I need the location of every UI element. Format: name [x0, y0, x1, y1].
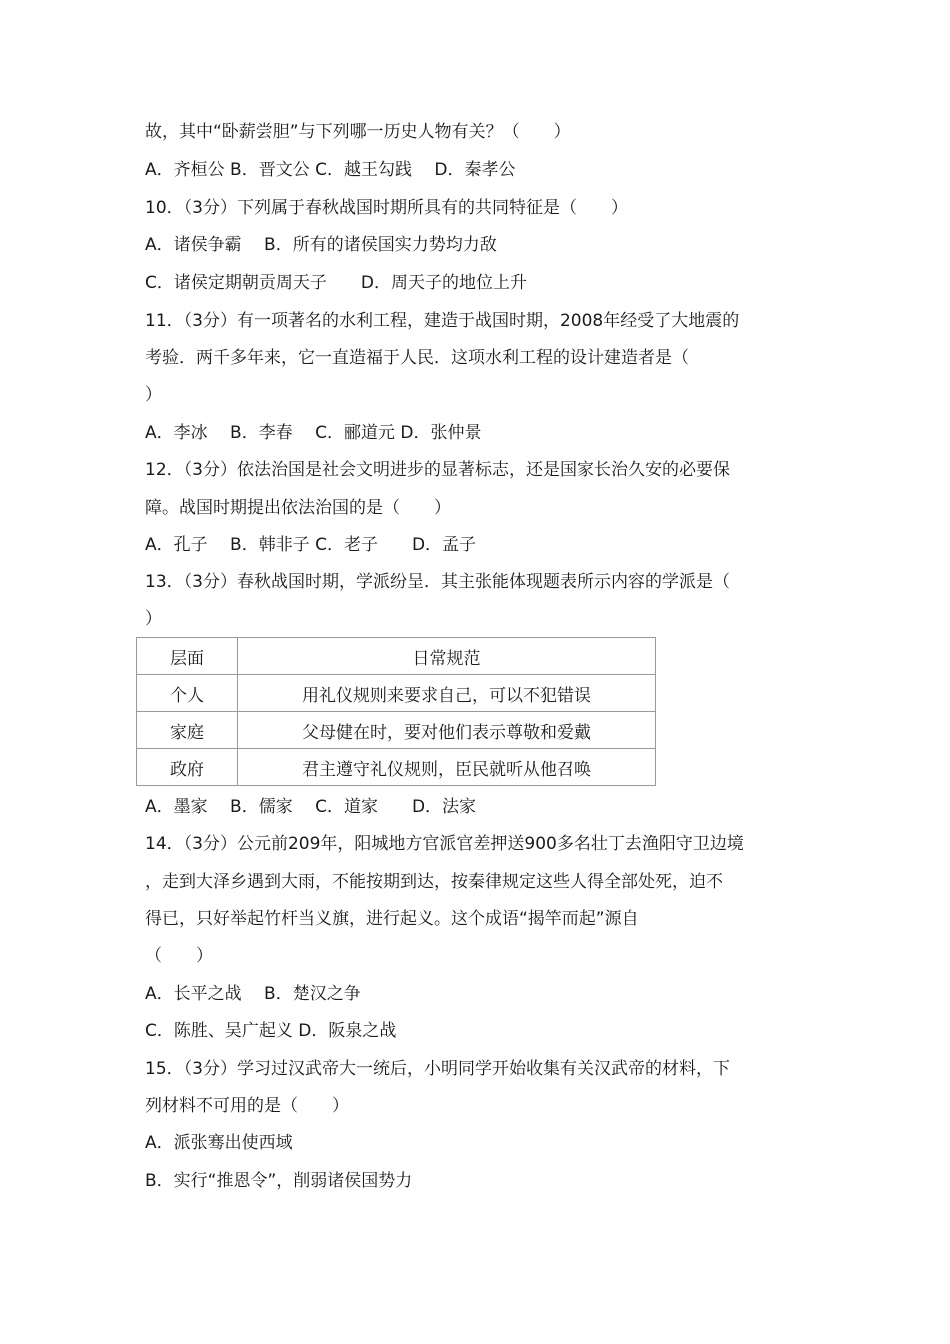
q13-options: A．墨家 B．儒家 C．道家 D．法家: [145, 797, 477, 817]
table-cell: 政府: [137, 749, 238, 786]
q15-stem-1: 15．（3分）学习过汉武帝大一统后，小明同学开始收集有关汉武帝的材料，下: [145, 1059, 730, 1079]
q10-options-cd: C．诸侯定期朝贡周天子 D．周天子的地位上升: [145, 273, 527, 293]
q15-option-b: B．实行“推恩令”，削弱诸侯国势力: [145, 1171, 413, 1191]
q14-options-cd: C．陈胜、吴广起义 D．阪泉之战: [145, 1021, 397, 1041]
q15-stem-2: 列材料不可用的是（ ）: [145, 1096, 349, 1116]
q12-stem-2: 障。战国时期提出依法治国的是（ ）: [145, 498, 451, 518]
q12-options: A．孔子 B．韩非子 C．老子 D．孟子: [145, 535, 477, 555]
table-row: [137, 712, 656, 749]
q11-options: A．李冰 B．李春 C．郦道元 D．张仲景: [145, 423, 482, 443]
q11-stem-1: 11．（3分）有一项著名的水利工程，建造于战国时期，2008年经受了大地震的: [145, 311, 740, 331]
q14-stem-4: （ ）: [145, 946, 213, 966]
table-header-cell: 层面: [137, 638, 238, 675]
q12-stem-1: 12．（3分）依法治国是社会文明进步的显著标志，还是国家长治久安的必要保: [145, 460, 730, 480]
q14-stem-3: 得已，只好举起竹杆当义旗，进行起义。这个成语“揭竿而起”源自: [145, 909, 639, 929]
table-cell: 个人: [137, 675, 238, 712]
table-cell: 父母健在时，要对他们表示尊敬和爱戴: [238, 712, 656, 749]
q9-options: A．齐桓公 B．晋文公 C．越王勾践 D．秦孝公: [145, 160, 516, 180]
table-row: [137, 749, 656, 786]
q11-stem-3: ）: [145, 385, 162, 405]
q9-stem-tail: 故，其中“卧薪尝胆”与下列哪一历史人物有关？（ ）: [145, 122, 571, 142]
table-cell: 用礼仪规则来要求自己，可以不犯错误: [238, 675, 656, 712]
q13-stem-1: 13．（3分）春秋战国时期，学派纷呈．其主张能体现题表所示内容的学派是（: [145, 572, 730, 592]
q14-stem-1: 14．（3分）公元前209年，阳城地方官派官差押送900多名壮丁去渔阳守卫边境: [145, 834, 744, 854]
table-cell: 君主遵守礼仪规则，臣民就听从他召唤: [238, 749, 656, 786]
q10-stem: 10．（3分）下列属于春秋战国时期所具有的共同特征是（ ）: [145, 198, 628, 218]
q13-table: [136, 637, 656, 786]
q11-stem-2: 考验．两千多年来，它一直造福于人民．这项水利工程的设计建造者是（: [145, 348, 689, 368]
table-header-cell: 日常规范: [238, 638, 656, 675]
q15-option-a: A．派张骞出使西域: [145, 1133, 293, 1153]
table-row: [137, 675, 656, 712]
q14-options-ab: A．长平之战 B．楚汉之争: [145, 984, 361, 1004]
table-cell: 家庭: [137, 712, 238, 749]
table-header-row: [137, 638, 656, 675]
q14-stem-2: ，走到大泽乡遇到大雨，不能按期到达，按秦律规定这些人得全部处死，迫不: [145, 872, 723, 892]
q10-options-ab: A．诸侯争霸 B．所有的诸侯国实力势均力敌: [145, 235, 497, 255]
q13-stem-2: ）: [145, 609, 162, 629]
